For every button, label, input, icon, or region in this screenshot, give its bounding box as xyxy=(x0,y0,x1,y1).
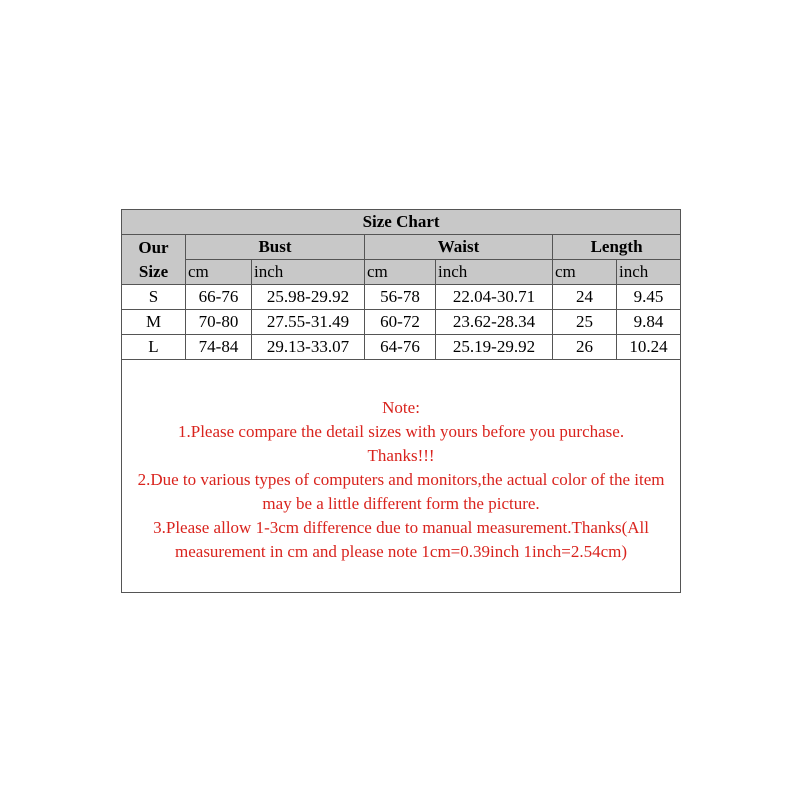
bust-inch-cell: 29.13-33.07 xyxy=(252,335,365,360)
bust-cm-header: cm xyxy=(186,260,252,285)
length-inch-cell: 9.45 xyxy=(617,285,681,310)
bust-cm-cell: 74-84 xyxy=(186,335,252,360)
table-row xyxy=(122,335,681,360)
size-chart-table xyxy=(121,209,681,593)
length-cm-header: cm xyxy=(553,260,617,285)
note-1: 1.Please compare the detail sizes with yours before you purchase. xyxy=(177,422,625,441)
notes-row xyxy=(122,360,681,593)
length-inch-header: inch xyxy=(617,260,681,285)
waist-cm-cell: 64-76 xyxy=(365,335,436,360)
note-heading: Note: xyxy=(382,398,420,417)
unit-header-row xyxy=(122,260,681,285)
waist-header: Waist xyxy=(365,235,553,260)
waist-cm-cell: 56-78 xyxy=(365,285,436,310)
bust-inch-cell: 25.98-29.92 xyxy=(252,285,365,310)
group-header-row xyxy=(122,235,681,260)
length-header: Length xyxy=(553,235,681,260)
title-row xyxy=(122,210,681,235)
waist-cm-cell: 60-72 xyxy=(365,310,436,335)
waist-inch-header: inch xyxy=(436,260,553,285)
size-header-line1: Our xyxy=(138,237,169,257)
waist-inch-cell: 25.19-29.92 xyxy=(436,335,553,360)
note-2: 2.Due to various types of computers and monitors,the actual color of the item may be a little different form the picture. xyxy=(137,470,665,513)
table-row xyxy=(122,285,681,310)
size-cell: L xyxy=(122,335,186,360)
waist-inch-cell: 23.62-28.34 xyxy=(436,310,553,335)
length-cm-cell: 24 xyxy=(553,285,617,310)
bust-header: Bust xyxy=(186,235,365,260)
size-column-header xyxy=(122,235,186,285)
table-row xyxy=(122,310,681,335)
note-3: 3.Please allow 1-3cm difference due to manual measurement.Thanks(All measurement in cm and please note 1cm=0.39inch 1inch=2.54cm) xyxy=(153,518,649,561)
length-inch-cell: 10.24 xyxy=(617,335,681,360)
bust-cm-cell: 70-80 xyxy=(186,310,252,335)
size-header-line2: Size xyxy=(138,261,169,281)
chart-title: Size Chart xyxy=(122,210,681,235)
notes-cell xyxy=(122,360,681,593)
waist-inch-cell: 22.04-30.71 xyxy=(436,285,553,310)
bust-inch-cell: 27.55-31.49 xyxy=(252,310,365,335)
size-cell: S xyxy=(122,285,186,310)
size-cell: M xyxy=(122,310,186,335)
bust-cm-cell: 66-76 xyxy=(186,285,252,310)
length-cm-cell: 26 xyxy=(553,335,617,360)
waist-cm-header: cm xyxy=(365,260,436,285)
bust-inch-header: inch xyxy=(252,260,365,285)
note-1-continued: Thanks!!! xyxy=(367,446,435,465)
length-inch-cell: 9.84 xyxy=(617,310,681,335)
length-cm-cell: 25 xyxy=(553,310,617,335)
notes-block xyxy=(122,360,680,564)
